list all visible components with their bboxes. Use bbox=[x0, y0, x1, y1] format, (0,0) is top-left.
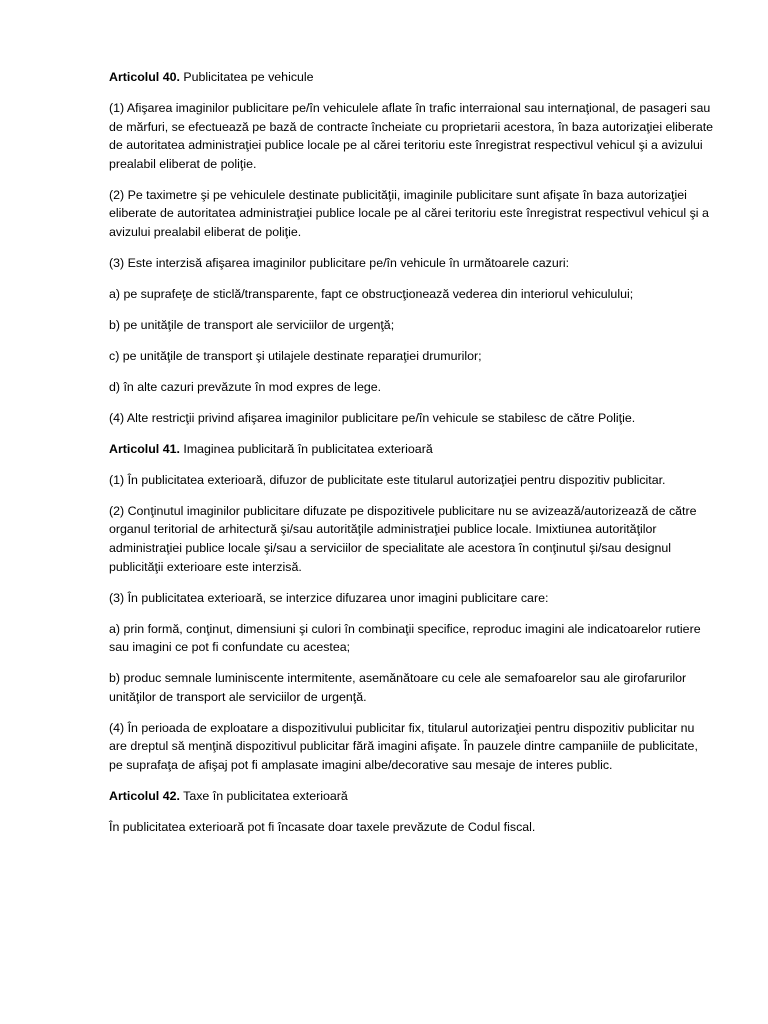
article-paragraph: (4) Alte restricţii privind afişarea imaginilor publicitare pe/în vehicule se stabilesc de către Poliţie. bbox=[109, 410, 636, 425]
article-paragraph: a) prin formă, conţinut, dimensiuni şi culori în combinaţii specifice, reproduc imagini ale indicatoarelor rutiere sau imagini ce pot fi confundate cu acestea; bbox=[109, 621, 701, 655]
article-paragraph: În publicitatea exterioară pot fi încasate doar taxele prevăzute de Codul fiscal. bbox=[109, 819, 536, 834]
article-paragraph: b) produc semnale luminiscente intermitente, asemănătoare cu cele ale semafoarelor sau ale girofarurilor unităţilor de transport ale serviciilor de urgenţă. bbox=[109, 671, 687, 704]
article-42 bbox=[109, 787, 715, 837]
article-paragraph: (2) Pe taximetre şi pe vehiculele destinate publicităţii, imaginile publicitare sunt afişate în baza autorizaţiei eliberate de autoritatea administraţiei publice locale pe al cărei teritoriu este înregistrat respectivul vehicul şi a avizului prealabil eliberat de poliţie. bbox=[109, 187, 709, 239]
article-title: Imaginea publicitară în publicitatea exterioară bbox=[183, 441, 433, 456]
article-paragraph: (3) În publicitatea exterioară, se interzice difuzarea unor imagini publicitare care: bbox=[109, 590, 549, 605]
article-paragraph: c) pe unităţile de transport şi utilajele destinate reparaţiei drumurilor; bbox=[109, 348, 482, 363]
article-40 bbox=[109, 68, 715, 427]
article-number: Articolul 42. bbox=[109, 788, 180, 803]
article-41 bbox=[109, 440, 715, 775]
article-heading bbox=[109, 68, 715, 87]
article-paragraph: (4) În perioada de exploatare a dispozitivului publicitar fix, titularul autorizaţiei pentru dispozitiv publicitar nu are dreptul să menţină dispozitivul publicitar fără imagini afişate. În pauzele dintre campaniile de publicitate, pe suprafaţa de afişaj pot fi amplasate imagini albe/decorative sau mesaje de interes public. bbox=[109, 720, 698, 772]
document-page bbox=[109, 68, 715, 849]
article-title: Publicitatea pe vehicule bbox=[183, 70, 314, 84]
article-heading bbox=[109, 787, 715, 806]
article-paragraph: a) pe suprafeţe de sticlă/transparente, fapt ce obstrucţionează vederea din interiorul vehiculului; bbox=[109, 286, 634, 301]
article-paragraph: (2) Conţinutul imaginilor publicitare difuzate pe dispozitivele publicitare nu se avizează/autorizează de către organul teritorial de arhitectură şi/sau autorităţile administraţiei publice locale. Imixtiunea autorităţilor administraţiei publice locale şi/sau a serviciilor de specialitate ale acestora în conţinutul şi/sau designul publicităţii exterioare este interzisă. bbox=[109, 503, 697, 574]
article-number: Articolul 41. bbox=[109, 441, 180, 456]
article-paragraph: (1) Afişarea imaginilor publicitare pe/în vehiculele aflate în trafic interraional sau internaţional, de pasageri sau de mărfuri, se efectuează pe bază de contracte încheiate cu proprietarii acestora, în baza autorizaţiei eliberate de autoritatea administraţiei publice locale pe al cărei teritoriu este înregistrat respectivul vehicul şi a avizului prealabil eliberat de poliţie. bbox=[109, 100, 714, 171]
article-paragraph: d) în alte cazuri prevăzute în mod expres de lege. bbox=[109, 379, 382, 394]
article-paragraph: b) pe unităţile de transport ale serviciilor de urgenţă; bbox=[109, 317, 395, 332]
article-paragraph: (3) Este interzisă afişarea imaginilor publicitare pe/în vehicule în următoarele cazuri: bbox=[109, 255, 570, 270]
article-title: Taxe în publicitatea exterioară bbox=[183, 788, 348, 803]
article-number: Articolul 40. bbox=[109, 70, 180, 84]
article-heading bbox=[109, 440, 715, 459]
article-paragraph: (1) În publicitatea exterioară, difuzor de publicitate este titularul autorizaţiei pentru dispozitiv publicitar. bbox=[109, 472, 666, 487]
